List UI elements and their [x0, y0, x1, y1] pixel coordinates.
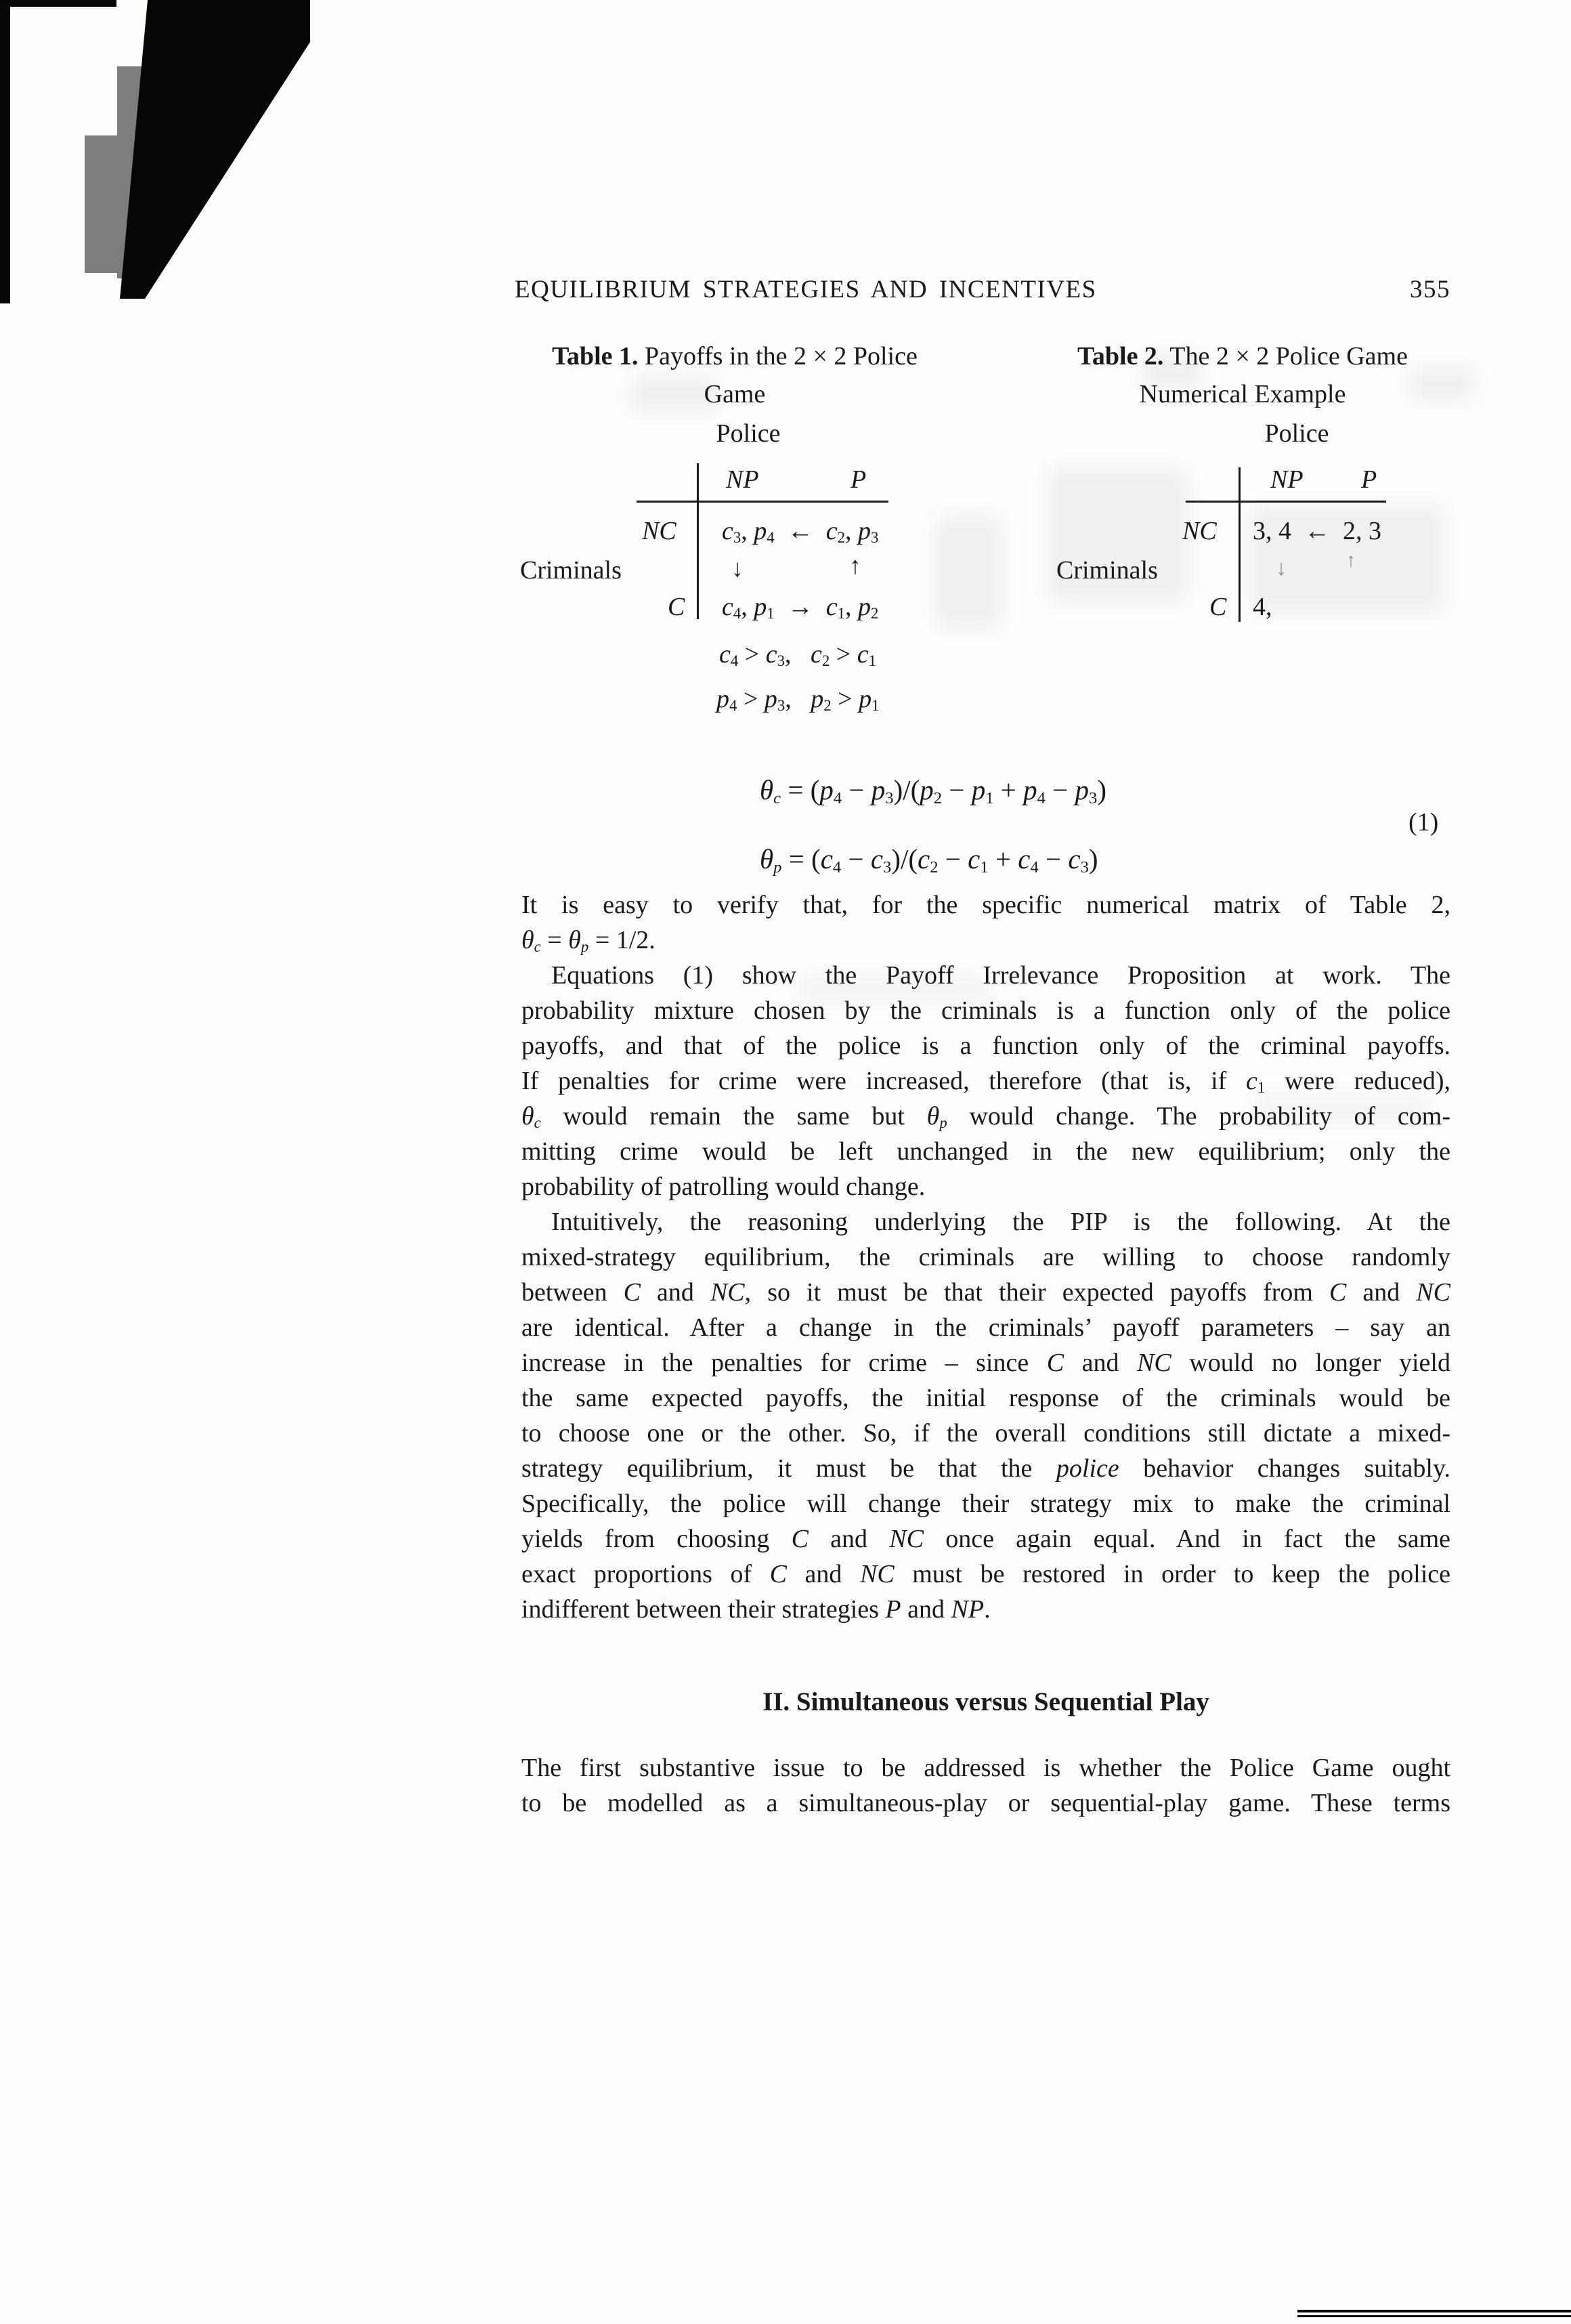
text-segment: strategy equilibrium, it must be that the [521, 1454, 1056, 1483]
table1-conditions-line2 [716, 684, 880, 714]
text-segment: c [918, 843, 930, 874]
arrow-up-icon: ↑ [1346, 550, 1356, 571]
text-segment: NC [1416, 1278, 1450, 1307]
text-line [521, 1557, 1450, 1592]
paragraph [521, 887, 1450, 958]
text-segment: Equations (1) show the Payoff Irrelevance Proposition at work. The [551, 961, 1450, 990]
text-segment: 4 [1030, 858, 1039, 876]
text-segment: increase in the penalties for crime – since [521, 1349, 1047, 1377]
text-segment: to be modelled as a simultaneous-play or sequential-play game. These terms [521, 1789, 1450, 1817]
table2-col-header-np: NP [1270, 465, 1304, 494]
text-segment: − [842, 774, 871, 805]
text-segment: mitting crime would be left unchanged in the new equilibrium; only the [521, 1137, 1450, 1166]
text-segment: , so it must be that their expected payoffs from [744, 1278, 1329, 1307]
text-line [521, 1134, 1450, 1169]
text-segment: c [773, 788, 781, 807]
text-segment: C [1046, 1349, 1064, 1377]
text-segment: p [939, 1114, 947, 1132]
text-segment: Table 1. [552, 342, 639, 371]
text-segment: , [844, 517, 858, 545]
text-segment: c [968, 843, 981, 874]
text-segment: 1 [980, 858, 989, 876]
page-header [515, 275, 1450, 304]
scan-artifact-top-bar [0, 0, 116, 7]
text-line [521, 887, 1450, 923]
text-segment: and [1064, 1349, 1138, 1377]
text-segment: Payoffs in the 2 × 2 Police [638, 342, 918, 371]
table2-row-header-nc: NC [1182, 517, 1217, 545]
text-segment: p [773, 858, 782, 876]
text-segment: c [1018, 843, 1031, 874]
scan-artifact-gray-bar [85, 135, 119, 273]
text-segment: NP [951, 1595, 985, 1624]
scan-artifact-left-strip [0, 0, 10, 303]
text-segment: The 2 × 2 Police Game [1163, 342, 1408, 371]
text-segment: P [885, 1595, 901, 1624]
text-segment: = 1/2. [588, 926, 655, 954]
table1-col-header-p: P [851, 465, 867, 494]
text-segment: 2 [823, 697, 832, 715]
table1-row-header-nc: NC [642, 517, 676, 545]
text-segment: 4 [767, 529, 775, 547]
text-segment: 2 [933, 788, 943, 807]
table2-row-header-c: C [1209, 593, 1227, 621]
text-line [521, 1028, 1450, 1063]
text-segment: must be restored in order to keep the police [894, 1560, 1450, 1588]
text-segment: ) [1088, 843, 1098, 874]
text-line [521, 1345, 1450, 1380]
text-segment: indifferent between their strategies [521, 1595, 886, 1624]
paragraph [521, 958, 1450, 1204]
text-segment: p [859, 685, 872, 713]
paragraph [521, 1204, 1450, 1627]
body-text-after-heading [521, 1750, 1450, 1821]
text-line [521, 1592, 1450, 1627]
text-segment: > [737, 685, 765, 713]
text-segment: p [857, 593, 871, 621]
table2-row-c-cells: 4, [1253, 593, 1272, 621]
text-segment: , [844, 593, 858, 621]
text-segment: > [831, 685, 859, 713]
text-segment: , [785, 685, 811, 713]
text-segment: 1 [985, 788, 994, 807]
text-line [521, 1275, 1450, 1310]
text-segment: mixed-strategy equilibrium, the criminals are willing to choose randomly [521, 1243, 1450, 1271]
text-segment: C [623, 1278, 641, 1307]
text-segment: = [540, 926, 569, 954]
text-line [521, 1240, 1450, 1275]
text-segment: to choose one or the other. So, if the overall conditions still dictate a mixed- [521, 1419, 1450, 1448]
text-segment: p [819, 774, 834, 805]
text-segment: c [820, 843, 833, 874]
scan-smudge [934, 515, 1002, 630]
text-segment: yields from choosing [521, 1525, 792, 1553]
page-number: 355 [1410, 276, 1450, 303]
text-line [521, 1521, 1450, 1557]
text-segment: p [1075, 774, 1090, 805]
body-text [521, 887, 1450, 1627]
text-line [521, 1486, 1450, 1521]
text-segment: p [754, 593, 767, 621]
table1-row-nc-cells [722, 516, 878, 546]
text-segment: c [825, 517, 838, 545]
text-segment: 1 [1257, 1079, 1266, 1097]
text-line [521, 993, 1450, 1028]
text-segment: , [785, 640, 811, 669]
text-segment: probability mixture chosen by the criminals is a function only of the police [521, 996, 1450, 1025]
text-line [521, 1099, 1450, 1134]
text-segment: Intuitively, the reasoning underlying the PIP is the following. At the [551, 1208, 1450, 1236]
table1-column-group-label: Police [716, 419, 781, 448]
text-segment: . [984, 1595, 991, 1624]
text-segment: probability of patrolling would change. [521, 1172, 926, 1201]
text-segment: 4 [733, 605, 741, 622]
text-segment: p [811, 685, 824, 713]
text-segment: c [534, 938, 541, 956]
table1-col-header-np: NP [726, 465, 759, 494]
equation-theta-c [760, 774, 1106, 806]
table2-row-group-label: Criminals [1056, 556, 1158, 585]
text-segment: would remain the same but [540, 1102, 927, 1131]
text-segment: − [1038, 843, 1069, 874]
text-segment: c [857, 640, 869, 669]
text-segment: , [741, 593, 754, 621]
table2-column-group-label: Police [1264, 419, 1329, 448]
text-line [521, 1169, 1450, 1204]
table1-header-rule [637, 501, 888, 503]
table1-row-group-label: Criminals [520, 556, 622, 585]
text-segment: c [765, 640, 777, 669]
text-segment: c [1068, 843, 1081, 874]
text-segment: p [920, 774, 934, 805]
table2-caption-line2: Numerical Example [1139, 380, 1346, 408]
text-segment: ) [1097, 774, 1106, 805]
table2-header-rule [1186, 501, 1386, 503]
text-segment: and [808, 1525, 890, 1553]
running-title: EQUILIBRIUM STRATEGIES AND INCENTIVES [515, 276, 1097, 303]
scan-artifact-bottom-rule [1297, 2310, 1571, 2317]
text-segment: − [841, 843, 871, 874]
text-line [521, 1750, 1450, 1786]
table1-conditions-line1 [719, 639, 876, 669]
text-segment: θ [760, 843, 774, 874]
text-line [521, 1204, 1450, 1240]
table2-caption-line1 [1009, 337, 1476, 375]
text-segment: payoffs, and that of the police is a function only of the criminal payoffs. [521, 1032, 1450, 1060]
table2-column-rule [1239, 467, 1241, 622]
text-segment: It is easy to verify that, for the specific numerical matrix of Table 2, [521, 891, 1450, 919]
text-segment: p [764, 685, 777, 713]
text-segment: 3 [777, 697, 786, 715]
text-segment: 4 [833, 788, 842, 807]
text-segment: c [1246, 1067, 1257, 1095]
text-segment: − [942, 774, 972, 805]
text-segment: If penalties for crime were increased, therefore (that is, if [521, 1067, 1247, 1095]
table2-col-header-p: P [1361, 465, 1377, 494]
text-line [521, 1310, 1450, 1345]
text-line [521, 958, 1450, 993]
text-segment: 2 [870, 605, 879, 622]
text-segment: 4 [1037, 788, 1046, 807]
text-segment: = ( [781, 843, 821, 874]
text-segment: 1 [767, 605, 775, 622]
text-line [521, 1380, 1450, 1416]
text-segment: were reduced), [1265, 1067, 1450, 1095]
text-segment: and [641, 1278, 710, 1307]
arrow-down-icon: ↓ [1276, 555, 1287, 580]
text-segment: p [1023, 774, 1037, 805]
text-segment: c [811, 640, 822, 669]
text-segment: θ [568, 926, 581, 954]
text-segment: )/( [893, 774, 920, 805]
text-segment: between [521, 1278, 624, 1307]
text-segment: exact proportions of [521, 1560, 770, 1588]
text-segment: c [722, 517, 733, 545]
text-segment: c [825, 593, 838, 621]
table2-caption [1009, 337, 1476, 413]
text-line [521, 923, 1450, 958]
text-segment: θ [760, 774, 774, 805]
text-segment: p [871, 774, 886, 805]
text-segment: p [580, 938, 589, 956]
text-segment: and [1346, 1278, 1417, 1307]
text-segment: p [716, 685, 729, 713]
text-segment: 2 [930, 858, 939, 876]
text-segment: C [791, 1525, 809, 1553]
text-segment: 3 [1080, 858, 1089, 876]
arrow-down-icon: ↓ [731, 555, 744, 582]
text-segment: behavior changes suitably. [1119, 1454, 1450, 1483]
text-segment: C [769, 1560, 788, 1588]
text-segment: and [787, 1560, 860, 1588]
text-line [521, 1786, 1450, 1821]
text-segment: C [1329, 1278, 1347, 1307]
text-segment: − [1045, 774, 1075, 805]
text-segment: = ( [781, 774, 820, 805]
arrow-up-icon: ↑ [849, 552, 861, 579]
table1-column-rule [697, 463, 699, 619]
text-segment: 4 [730, 652, 739, 670]
text-segment: 2 [821, 652, 830, 670]
text-segment: 3 [883, 858, 892, 876]
text-segment: 2 [837, 529, 845, 547]
text-segment: would no longer yield [1171, 1349, 1450, 1377]
text-segment: p [857, 517, 871, 545]
text-segment: would change. The probability of com- [947, 1102, 1450, 1131]
text-segment: 1 [837, 605, 845, 622]
text-segment: 3 [777, 652, 785, 670]
table1-row-c-cells [722, 592, 878, 622]
text-segment: → [774, 593, 826, 621]
text-segment: and [901, 1595, 951, 1624]
text-segment: The first substantive issue to be addressed is whether the Police Game ought [521, 1754, 1450, 1782]
text-segment: c [722, 593, 733, 621]
text-segment: p [754, 517, 767, 545]
text-line [521, 1063, 1450, 1099]
table1-caption [515, 337, 955, 413]
paragraph [521, 1750, 1450, 1821]
text-segment: police [1056, 1454, 1119, 1483]
table1-caption-line1 [515, 337, 955, 375]
text-segment: Table 2. [1077, 342, 1164, 371]
text-segment: Specifically, the police will change their strategy mix to make the criminal [521, 1490, 1450, 1518]
text-segment: 1 [868, 652, 876, 670]
text-segment: θ [926, 1102, 940, 1131]
text-line [521, 1451, 1450, 1486]
text-segment: p [971, 774, 986, 805]
table1-caption-line2: Game [704, 380, 766, 408]
text-segment: c [870, 843, 884, 874]
scan-artifact-ink-blob [115, 0, 311, 299]
text-segment: > [830, 640, 857, 669]
text-segment: NC [859, 1560, 895, 1588]
text-segment: )/( [891, 843, 918, 874]
text-segment: NC [710, 1278, 745, 1307]
text-segment: 3 [1089, 788, 1098, 807]
text-segment: 1 [871, 697, 880, 715]
text-segment: θ [521, 926, 534, 954]
text-segment: > [738, 640, 766, 669]
text-segment: once again equal. And in fact the same [923, 1525, 1450, 1553]
text-segment: + [993, 774, 1024, 805]
text-segment: NC [1137, 1349, 1171, 1377]
text-segment: + [988, 843, 1018, 874]
text-segment: 4 [729, 697, 737, 715]
text-segment: 3 [870, 529, 879, 547]
text-segment: 4 [832, 858, 842, 876]
text-segment: are identical. After a change in the criminals’ payoff parameters – say an [521, 1313, 1450, 1342]
text-segment: c [719, 640, 731, 669]
section-heading: II. Simultaneous versus Sequential Play [762, 1687, 1209, 1716]
text-segment: , [741, 517, 754, 545]
equation-number: (1) [1408, 808, 1439, 837]
text-segment: c [534, 1114, 541, 1132]
text-segment: the same expected payoffs, the initial response of the criminals would be [521, 1384, 1450, 1412]
table2-row-nc-cells: 3, 4 ← 2, 3 [1253, 517, 1381, 545]
text-segment: ← [774, 517, 826, 545]
text-line [521, 1416, 1450, 1451]
text-segment: − [938, 843, 968, 874]
text-segment: NC [889, 1525, 924, 1553]
text-segment: 3 [733, 529, 741, 547]
text-segment: 3 [885, 788, 894, 807]
text-segment: θ [521, 1102, 534, 1131]
equation-theta-p [760, 843, 1098, 875]
table1-row-header-c: C [668, 593, 685, 621]
